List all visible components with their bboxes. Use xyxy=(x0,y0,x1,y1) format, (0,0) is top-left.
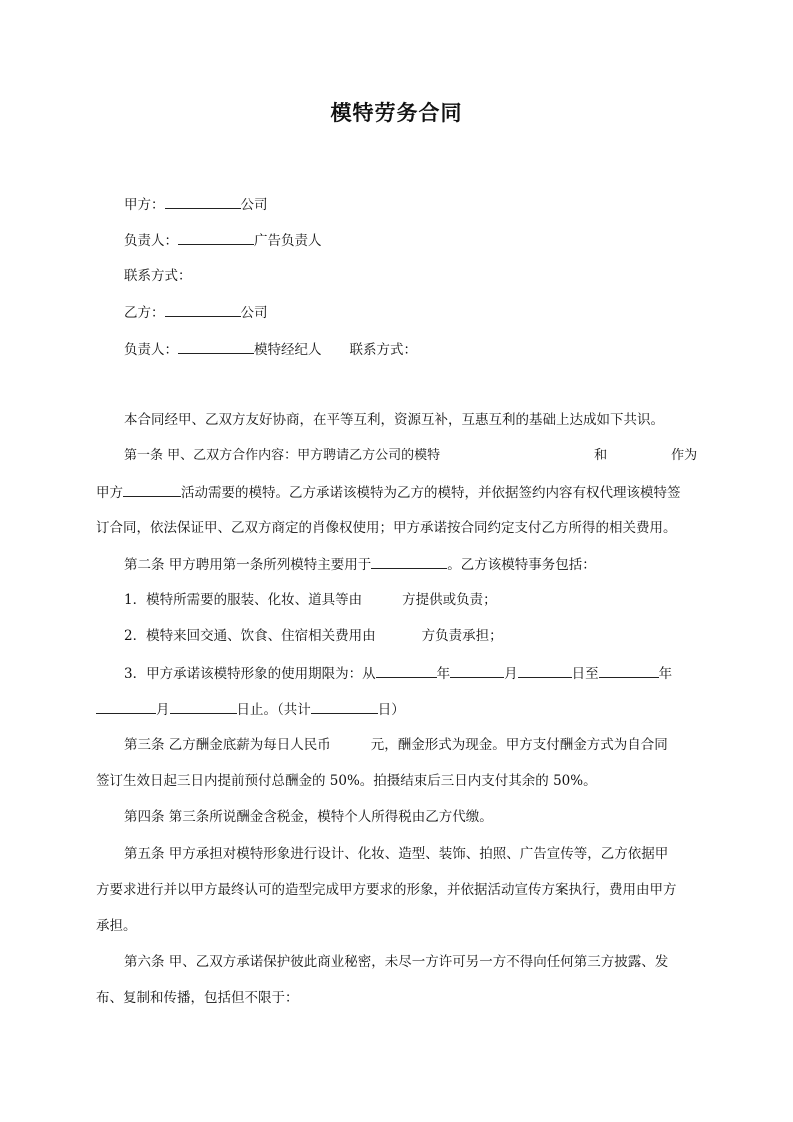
party-a-blank xyxy=(165,195,241,209)
article-3-line-1 xyxy=(124,736,698,754)
item-1-text: 1．模特所需要的服装、化妆、道具等由 xyxy=(124,592,363,608)
year-label: 年 xyxy=(436,666,451,682)
article-1-line-3: 订合同，依法保证甲、乙双方商定的肖像权使用；甲方承诺按合同约定支付乙方所得的相关费用。 xyxy=(96,520,677,536)
year-label-2: 年 xyxy=(658,666,673,682)
article-3-text-2: 元，酬金形式为现金。甲方支付酬金方式为自合同 xyxy=(370,737,668,753)
article-4: 第四条 第三条所说酬金含税金，模特个人所得税由乙方代缴。 xyxy=(124,809,493,825)
end-label: 日止。（共计 xyxy=(236,702,311,718)
days-label: 日） xyxy=(377,702,405,718)
party-a-label: 甲方： xyxy=(124,197,165,213)
usage-blank xyxy=(371,555,447,569)
item-2 xyxy=(124,627,698,645)
article-5-line-3: 承担。 xyxy=(96,918,137,934)
article-3-line-2: 签订生效日起三日内提前预付总酬金的 50%。拍摄结束后三日内支付其余的 50%。 xyxy=(96,773,597,789)
party-b-rep-line xyxy=(124,340,698,359)
article-1-and: 和 xyxy=(594,448,608,463)
month-label-2: 月 xyxy=(156,702,170,718)
article-1-text: 第一条 甲、乙双方合作内容：甲方聘请乙方公司的模特 xyxy=(124,448,441,463)
article-6-line-2: 布、复制和传播，包括但不限于： xyxy=(96,990,299,1006)
item-3-line-1 xyxy=(124,664,698,683)
article-2-line xyxy=(124,555,698,574)
article-6-line-1: 第六条 甲、乙双方承诺保护彼此商业秘密，未尽一方许可另一方不得向任何第三方披露、发 xyxy=(124,954,669,970)
party-b-blank xyxy=(165,303,241,317)
start-day-blank xyxy=(518,664,572,678)
article-1-line-2 xyxy=(96,483,698,502)
day-to-label: 日至 xyxy=(571,666,599,682)
article-1-line-1 xyxy=(124,447,698,465)
article-2-text: 第二条 甲方聘用第一条所列模特主要用于 xyxy=(124,557,372,573)
item-3-line-2 xyxy=(96,700,698,719)
activity-blank xyxy=(123,483,181,497)
item-3-text: 3．甲方承诺该模特形象的使用期限为：从 xyxy=(124,666,376,682)
article-3-text: 第三条 乙方酬金底薪为每日人民币 xyxy=(124,737,331,753)
article-1-text-2: 活动需要的模特。乙方承诺该模特为乙方的模特，并依据签约内容有权代理该模特签 xyxy=(181,485,681,501)
party-b-rep-blank xyxy=(178,340,254,354)
article-5-line-2: 方要求进行并以甲方最终认可的造型完成甲方要求的形象，并依据活动宣传方案执行，费用由甲方 xyxy=(96,882,677,898)
article-2-text-2: 。乙方该模特事务包括： xyxy=(447,557,596,573)
party-b-rep-label: 负责人： xyxy=(124,342,178,358)
document-title: 模特劳务合同 xyxy=(330,101,463,125)
party-a-rep-line xyxy=(124,231,698,250)
party-a-rep-blank xyxy=(178,231,254,245)
item-2-text-2: 方负责承担； xyxy=(421,628,503,644)
start-year-blank xyxy=(376,664,437,678)
end-year-blank xyxy=(599,664,659,678)
start-month-blank xyxy=(450,664,504,678)
party-b-rep-suffix: 模特经纪人 xyxy=(254,342,322,358)
party-b-suffix: 公司 xyxy=(240,305,268,321)
end-month-blank xyxy=(96,700,156,714)
party-b-line xyxy=(124,303,698,322)
party-a-suffix: 公司 xyxy=(240,197,268,213)
article-1-as: 作为 xyxy=(671,448,698,463)
item-2-text: 2．模特来回交通、饮食、住宿相关费用由 xyxy=(124,628,376,644)
item-1 xyxy=(124,591,698,609)
party-a-rep-suffix: 广告负责人 xyxy=(254,233,322,249)
party-b-contact-label: 联系方式： xyxy=(349,342,417,358)
article-5-line-1: 第五条 甲方承担对模特形象进行设计、化妆、造型、装饰、拍照、广告宣传等，乙方依据甲 xyxy=(124,846,669,862)
party-b-label: 乙方： xyxy=(124,305,165,321)
month-label: 月 xyxy=(504,666,518,682)
party-a-line xyxy=(124,195,698,214)
end-day-blank xyxy=(170,700,237,714)
contact-line: 联系方式： xyxy=(124,268,192,284)
article-1-party: 甲方 xyxy=(96,485,123,501)
total-days-blank xyxy=(311,700,378,714)
item-1-text-2: 方提供或负责； xyxy=(402,592,497,608)
party-a-rep-label: 负责人： xyxy=(124,233,178,249)
intro-paragraph: 本合同经甲、乙双方友好协商，在平等互利，资源互补，互惠互利的基础上达成如下共识。 xyxy=(124,412,664,428)
